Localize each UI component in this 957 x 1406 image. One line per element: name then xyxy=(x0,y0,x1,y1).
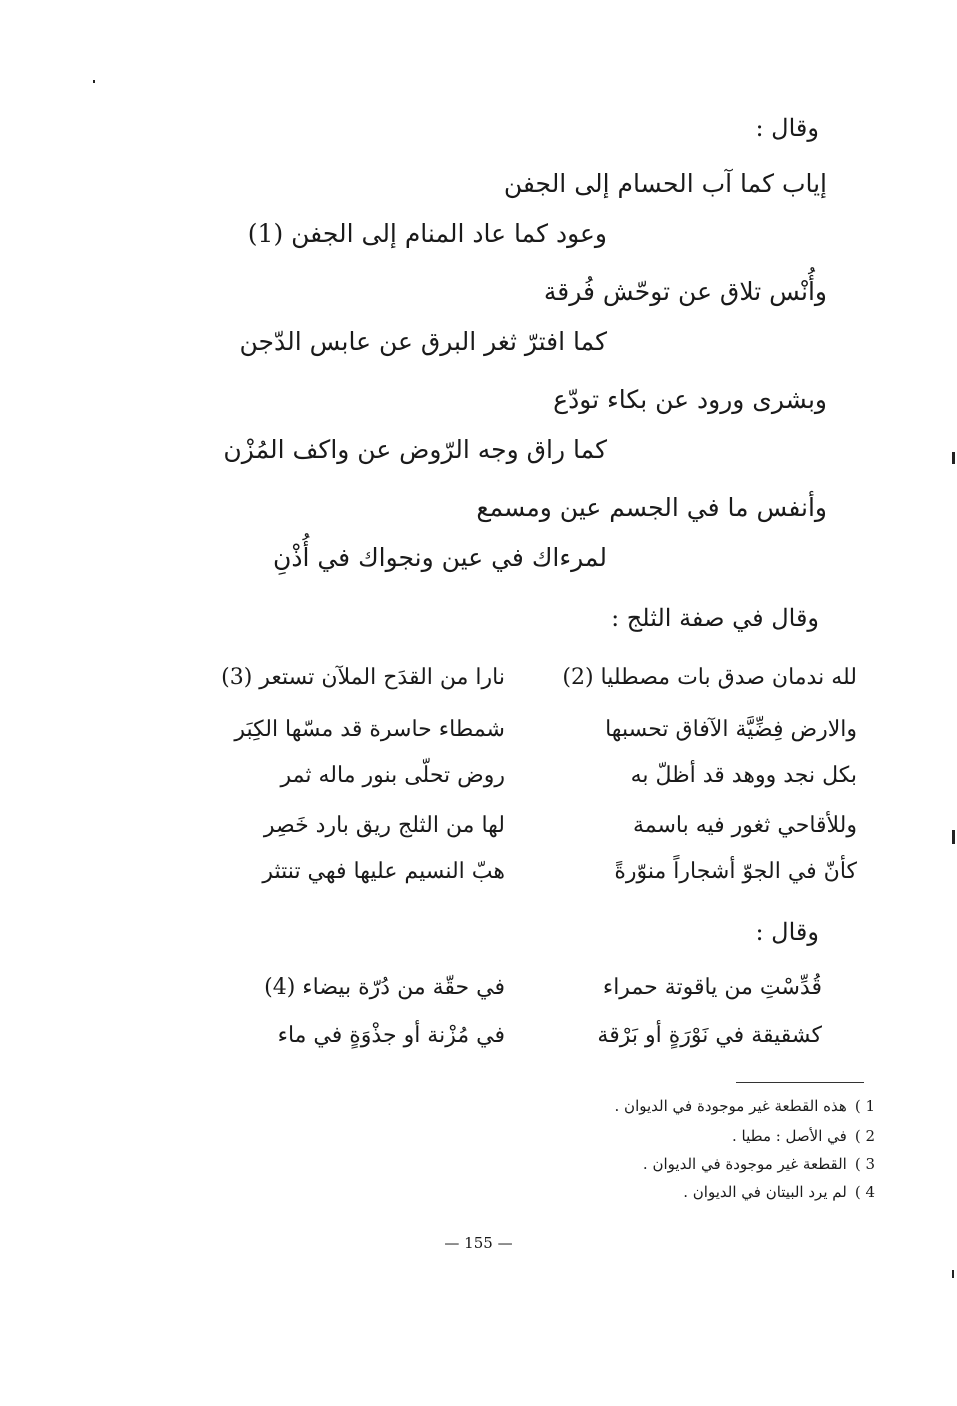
poem2-row-1-right: لله ندمان صدق بات مصطليا (2) xyxy=(562,665,857,690)
poem2-row-5-left: هبّ النسيم عليها فهي تنتثر xyxy=(262,859,505,884)
poem1-line-2: وعود كما عاد المنام إلى الجفن (1) xyxy=(247,219,607,248)
poem2-row-3-right: بكل نجد ووهد قد أظلّ به xyxy=(630,763,857,788)
poem1-line-4: كما افترّ ثغر البرق عن عابس الدّجن xyxy=(239,327,607,356)
footnote-divider xyxy=(736,1082,864,1083)
poem1-line-6: كما راق وجه الرّوض عن واكف المُزْن xyxy=(223,435,607,464)
poem1-line-1: إياب كما آب الحسام إلى الجفن xyxy=(503,169,827,198)
footnote-1-number: 1 ) xyxy=(854,1097,875,1115)
footnote-1-text: هذه القطعة غير موجودة في الديوان . xyxy=(614,1097,847,1115)
poem2-row-2-right: والارض فِضِّيَّة الآفاق تحسبها xyxy=(605,717,857,742)
scan-edge-mark xyxy=(952,1270,954,1278)
poem1-line-3: وأُنْس تلاق عن توحّش فُرقة xyxy=(543,277,827,306)
footnote-3-text: القطعة غير موجودة في الديوان . xyxy=(642,1155,847,1173)
scan-edge-mark xyxy=(952,452,955,464)
footnote-2 xyxy=(732,1124,875,1148)
poem3-row-1-right: قُدِّسْتِ من ياقوتة حمراء xyxy=(602,975,822,1000)
footnote-3-number: 3 ) xyxy=(854,1155,875,1173)
poem3-row-2-right: كشقيقة في نَوْرَةٍ أو بَرْقة xyxy=(597,1023,822,1048)
section1-heading: وقال : xyxy=(755,114,819,142)
poem2-row-3-left: روض تحلّى بنور ماله ثمر xyxy=(280,763,505,788)
poem1-line-5: وبشرى ورود عن بكاء تودّع xyxy=(553,385,827,414)
poem1-line-7: وأنفس ما في الجسم عين ومسمع xyxy=(476,493,827,522)
footnote-3 xyxy=(643,1152,875,1176)
poem3-row-1-left: في حقّة من دُرّة بيضاء (4) xyxy=(264,975,505,1000)
poem3-row-2-left: في مُزْنة أو جذْوَةٍ في ماء xyxy=(277,1023,505,1048)
footnote-4-text: لم يرد البيتان في الديوان . xyxy=(683,1183,847,1201)
footnote-4 xyxy=(683,1180,875,1204)
section2-heading: وقال في صفة الثلج : xyxy=(611,604,819,632)
footnote-2-number: 2 ) xyxy=(854,1127,875,1145)
scan-speck xyxy=(93,80,95,83)
section3-heading: وقال : xyxy=(755,918,819,946)
poem2-row-2-left: شمطاء حاسرة قد مسّها الكِبَر xyxy=(234,717,505,742)
footnote-4-number: 4 ) xyxy=(854,1183,875,1201)
footnote-2-text: في الأصل : مطيا . xyxy=(732,1127,847,1145)
poem2-row-1-left: نارا من القدَح الملآن تستعر (3) xyxy=(221,665,505,690)
page-number: — 155 — xyxy=(444,1234,513,1252)
footnote-1 xyxy=(615,1094,875,1118)
poem2-row-5-right: كأنّ في الجوّ أشجاراً منوّرةً xyxy=(614,859,857,884)
scan-edge-mark xyxy=(952,830,955,844)
poem2-row-4-left: لها من الثلج ريق بارد خَصِر xyxy=(263,813,505,838)
poem2-row-4-right: وللأقاحي ثغور فيه باسمة xyxy=(632,813,857,838)
poem1-line-8: لمرءاك في عين ونجواك في أُذْنِ xyxy=(272,543,607,572)
